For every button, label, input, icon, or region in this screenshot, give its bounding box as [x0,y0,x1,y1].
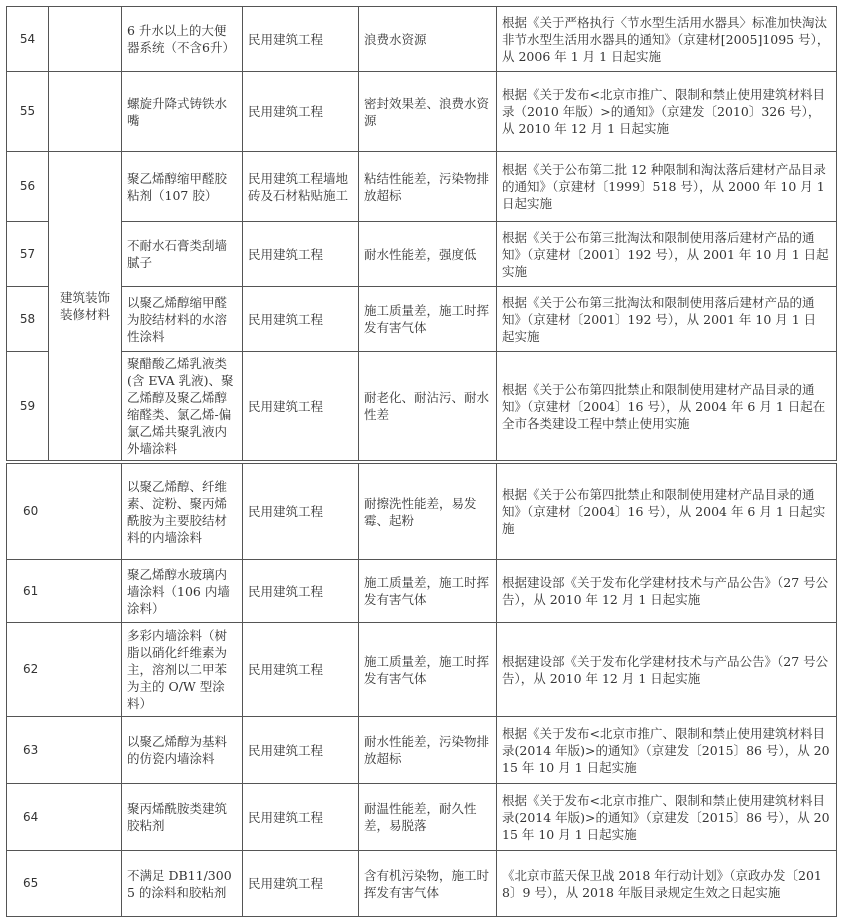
material-cell: 螺旋升降式铸铁水嘴 [122,72,243,152]
table-row [7,222,837,287]
basis-cell: 根据建设部《关于发布化学建材技术与产品公告》（27 号公告），从 2010 年 12 月 1 日起实施 [497,623,837,717]
row-number: 61 [7,560,122,623]
reason-cell: 施工质量差，施工时挥发有害气体 [359,287,497,352]
category-cell: 建筑装饰装修材料 [49,152,122,461]
table-part-1 [6,6,837,461]
material-cell: 多彩内墙涂料（树脂以硝化纤维素为主，溶剂以二甲苯为主的 O/W 型涂料） [122,623,243,717]
reason-cell: 含有机污染物，施工时挥发有害气体 [359,851,497,917]
scope-cell: 民用建筑工程 [243,560,359,623]
material-cell: 以聚乙烯醇为基料的仿瓷内墙涂料 [122,717,243,784]
basis-cell: 根据《关于发布<北京市推广、限制和禁止使用建筑材料目录(2014 年版)>的通知》（京建发〔2015〕86 号），从 2015 年 10 月 1 日起实施 [497,784,837,851]
table-row [7,152,837,222]
scope-cell: 民用建筑工程 [243,717,359,784]
row-number: 63 [7,717,122,784]
basis-cell: 根据《关于公布第二批 12 种限制和淘汰落后建材产品目录的通知》（京建材〔1999〕518 号），从 2000 年 10 月 1 日起实施 [497,152,837,222]
material-cell: 聚乙烯醇水玻璃内墙涂料（106 内墙涂料） [122,560,243,623]
scope-cell: 民用建筑工程 [243,464,359,560]
scope-cell: 民用建筑工程 [243,222,359,287]
row-number: 65 [7,851,122,917]
reason-cell: 浪费水资源 [359,7,497,72]
reason-cell: 施工质量差，施工时挥发有害气体 [359,560,497,623]
table-part-2 [6,463,837,917]
basis-cell: 根据建设部《关于发布化学建材技术与产品公告》（27 号公告），从 2010 年 12 月 1 日起实施 [497,560,837,623]
scope-cell: 民用建筑工程 [243,72,359,152]
row-number: 64 [7,784,122,851]
reason-cell: 耐擦洗性能差，易发霉、起粉 [359,464,497,560]
table-row [7,352,837,461]
basis-cell: 《北京市蓝天保卫战 2018 年行动计划》（京政办发〔2018〕9 号），从 2018 年版目录规定生效之日起实施 [497,851,837,917]
table-row [7,623,837,717]
basis-cell: 根据《关于公布第三批淘汰和限制使用落后建材产品的通知》（京建材〔2001〕192 号），从 2001 年 10 月 1 日 起实施 [497,287,837,352]
basis-cell: 根据《关于严格执行〈节水型生活用水器具〉标准加快淘汰非节水型生活用水器具的通知》（京建材[2005]1095 号），从 2006 年 1 月 1 日起实施 [497,7,837,72]
row-number: 56 [7,152,49,222]
row-number: 62 [7,623,122,717]
row-number: 55 [7,72,49,152]
material-cell: 聚丙烯酰胺类建筑胶粘剂 [122,784,243,851]
material-cell: 6 升水以上的大便器系统（不含6升） [122,7,243,72]
table-row [7,560,837,623]
scope-cell: 民用建筑工程 [243,784,359,851]
scope-cell: 民用建筑工程墙地砖及石材粘贴施工 [243,152,359,222]
row-number: 60 [7,464,122,560]
material-cell: 以聚乙烯醇、纤维素、淀粉、聚丙烯酰胺为主要胶结材料的内墙涂料 [122,464,243,560]
table-row [7,784,837,851]
reason-cell: 耐温性能差，耐久性差，易脱落 [359,784,497,851]
category-cell-upper-cont [49,72,122,152]
scope-cell: 民用建筑工程 [243,7,359,72]
basis-cell: 根据《关于公布第四批禁止和限制使用建材产品目录的通知》（京建材〔2004〕16 号），从 2004 年 6 月 1 日起在全市各类建设工程中禁止使用实施 [497,352,837,461]
scope-cell: 民用建筑工程 [243,352,359,461]
reason-cell: 密封效果差、浪费水资源 [359,72,497,152]
material-cell: 不满足 DB11/3005 的涂料和胶粘剂 [122,851,243,917]
basis-cell: 根据《关于公布第三批淘汰和限制使用落后建材产品的通知》（京建材〔2001〕192 号），从 2001 年 10 月 1 日起实施 [497,222,837,287]
table-row [7,287,837,352]
reason-cell: 耐水性能差，污染物排放超标 [359,717,497,784]
row-number: 54 [7,7,49,72]
material-cell: 聚醋酸乙烯乳液类(含 EVA 乳液)、聚乙烯醇及聚乙烯醇缩醛类、氯乙烯-偏氯乙烯共聚乳液内外墙涂料 [122,352,243,461]
reason-cell: 粘结性能差，污染物排放超标 [359,152,497,222]
reason-cell: 耐老化、耐沾污、耐水性差 [359,352,497,461]
reason-cell: 施工质量差，施工时挥发有害气体 [359,623,497,717]
scope-cell: 民用建筑工程 [243,623,359,717]
table-row [7,7,837,72]
row-number: 57 [7,222,49,287]
basis-cell: 根据《关于公布第四批禁止和限制使用建材产品目录的通知》（京建材〔2004〕16 号），从 2004 年 6 月 1 日起实施 [497,464,837,560]
scope-cell: 民用建筑工程 [243,851,359,917]
table-row [7,464,837,560]
row-number: 58 [7,287,49,352]
basis-cell: 根据《关于发布<北京市推广、限制和禁止使用建筑材料目录（2010 年版）>的通知》（京建发〔2010〕326 号），从 2010 年 12 月 1 日起实施 [497,72,837,152]
scope-cell: 民用建筑工程 [243,287,359,352]
category-cell-upper [49,7,122,72]
material-cell: 聚乙烯醇缩甲醛胶粘剂（107 胶） [122,152,243,222]
table-row [7,72,837,152]
material-cell: 以聚乙烯醇缩甲醛为胶结材料的水溶性涂料 [122,287,243,352]
reason-cell: 耐水性能差，强度低 [359,222,497,287]
row-number: 59 [7,352,49,461]
material-cell: 不耐水石膏类刮墙腻子 [122,222,243,287]
table-row [7,851,837,917]
table-row [7,717,837,784]
basis-cell: 根据《关于发布<北京市推广、限制和禁止使用建筑材料目录(2014 年版)>的通知》（京建发〔2015〕86 号），从 2015 年 10 月 1 日起实施 [497,717,837,784]
